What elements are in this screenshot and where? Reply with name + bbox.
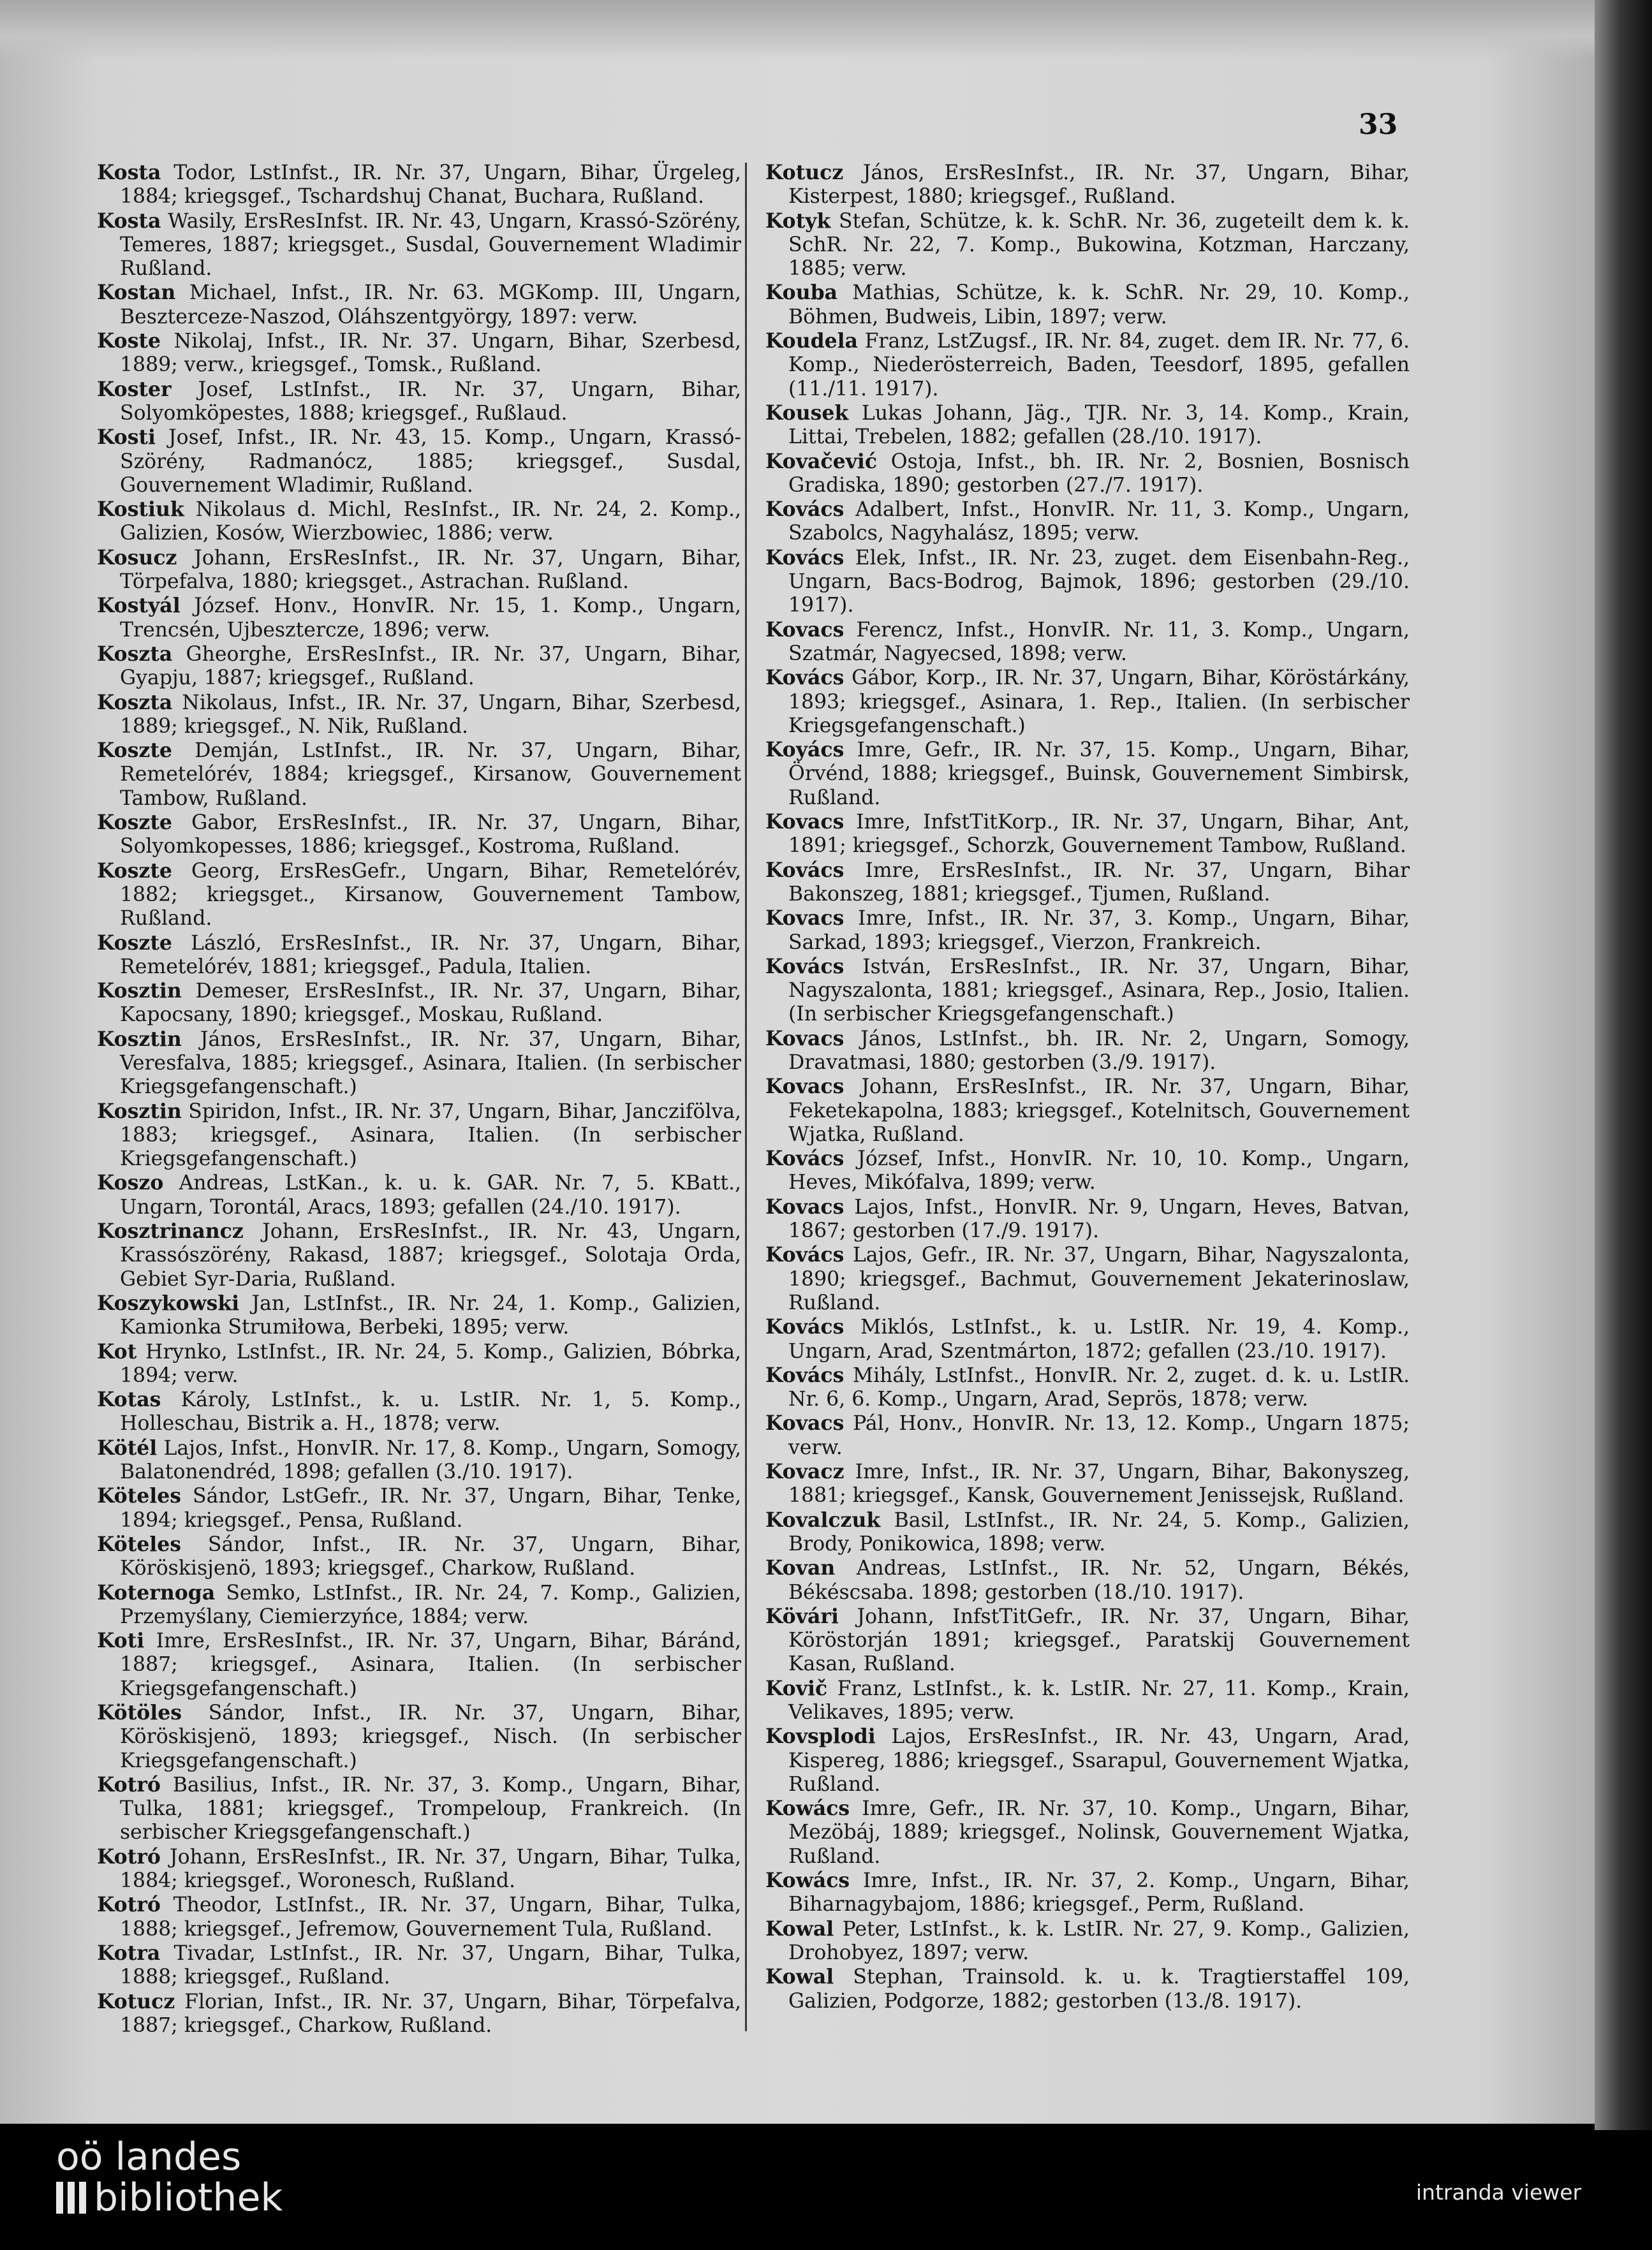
- logo-line-1: oö landes: [56, 2135, 242, 2179]
- entry-details: Johann, ErsResInfst., IR. Nr. 43, Ungarn, Krassószörény, Rakasd, 1887; kriegsgef., Solotaja Orda, Gebiet Syr-Daria, Rußland.: [120, 1220, 742, 1291]
- register-entry: [97, 1990, 741, 2038]
- register-entry: [97, 642, 741, 691]
- entry-details: Michael, Infst., IR. Nr. 63. MGKomp. III, Ungarn, Beszterceze-Naszod, Oláhszentgyörgy, 1897: verw.: [120, 281, 742, 328]
- entry-details: Ferencz, Infst., HonvIR. Nr. 11, 3. Komp., Ungarn, Szatmár, Nagyecsed, 1898; verw.: [788, 618, 1410, 665]
- register-entry: [765, 329, 1410, 401]
- left-column: [97, 161, 741, 2038]
- entry-surname: Kötöles: [97, 1701, 182, 1724]
- register-entry: [97, 691, 741, 739]
- entry-surname: Koszte: [97, 930, 172, 955]
- entry-surname: Kosztin: [97, 979, 182, 1003]
- entry-details: Franz, LstInfst., k. k. LstIR. Nr. 27, 11. Komp., Krain, Velikaves, 1895; verw.: [788, 1677, 1410, 1724]
- entry-details: Johann, ErsResInfst., IR. Nr. 37, Ungarn, Bihar, Törpefalva, 1880; kriegsget., Astrachan. Rußland.: [120, 546, 741, 594]
- entry-surname: Kovsplodi: [765, 1724, 876, 1749]
- register-entry: [97, 425, 741, 497]
- entry-surname: Kovács: [765, 1315, 844, 1339]
- entry-details: Ostoja, Infst., bh. IR. Nr. 2, Bosnien, Bosnisch Gradiska, 1890; gestorben (27./7. 1917).: [788, 450, 1410, 497]
- entry-details: Andreas, LstKan., k. u. k. GAR. Nr. 7, 5. KBatt., Ungarn, Torontál, Aracs, 1893; gefallen (24./10. 1917).: [120, 1172, 741, 1219]
- entry-details: Johann, ErsResInfst., IR. Nr. 37, Ungarn, Bihar, Tulka, 1884; kriegsgef., Woronesch, Rußland.: [120, 1845, 741, 1893]
- entry-details: Johann, InfstTitGefr., IR. Nr. 37, Ungarn, Bihar, Köröstorján 1891; kriegsgef., Paratskij Gouvernement Kasan, Rußland.: [788, 1605, 1410, 1676]
- entry-details: Todor, LstInfst., IR. Nr. 37, Ungarn, Bihar, Ürgeleg, 1884; kriegsgef., Tschardshuj Chanat, Buchara, Rußland.: [120, 161, 742, 209]
- entry-surname: Kosztin: [97, 1027, 182, 1051]
- entry-surname: Kot: [97, 1339, 137, 1364]
- column-divider: [745, 163, 747, 2031]
- entry-surname: Kovács: [765, 545, 844, 570]
- entry-surname: Kovacs: [765, 1195, 844, 1219]
- register-entry: [765, 810, 1410, 858]
- entry-details: Imre, ErsResInfst., IR. Nr. 37, Ungarn, Bihar Bakonszeg, 1881; kriegsgef., Tjumen, Rußland.: [788, 858, 1410, 906]
- entry-surname: Kovacz: [765, 1460, 844, 1484]
- register-entry: [765, 1027, 1410, 1075]
- viewer-label: intranda viewer: [1416, 2180, 1582, 2205]
- entry-surname: Kostan: [97, 281, 176, 305]
- entry-surname: Kovalczuk: [765, 1508, 881, 1532]
- entry-surname: Koszte: [97, 858, 172, 883]
- entry-surname: Koyács: [765, 738, 844, 762]
- entry-details: László, ErsResInfst., IR. Nr. 37, Ungarn, Bihar, Remetelórév, 1881; kriegsgef., Padula, Italien.: [120, 931, 741, 978]
- register-entry: [765, 666, 1410, 738]
- entry-surname: Kotró: [97, 1772, 161, 1797]
- entry-surname: Kouba: [765, 281, 838, 305]
- entry-surname: Köteles: [97, 1484, 182, 1508]
- register-entry: [765, 1075, 1410, 1147]
- entry-surname: Kovács: [765, 954, 844, 978]
- entry-surname: Kowács: [765, 1869, 850, 1893]
- entry-surname: Kovacs: [765, 617, 844, 642]
- logo-line-2: bibliothek: [94, 2175, 283, 2220]
- entry-details: Lajos, Infst., HonvIR. Nr. 9, Ungarn, Heves, Batvan, 1867; gestorben (17./9. 1917).: [788, 1195, 1410, 1243]
- entry-surname: Kotra: [97, 1941, 161, 1965]
- register-entry: [765, 497, 1410, 546]
- entry-surname: Koternoga: [97, 1580, 216, 1605]
- entry-details: Adalbert, Infst., HonvIR. Nr. 11, 3. Komp., Ungarn, Szabolcs, Nagyhalász, 1895; verw.: [788, 498, 1410, 545]
- register-entry: [97, 546, 741, 594]
- register-entry: [97, 329, 741, 378]
- register-entry: [765, 1243, 1410, 1315]
- register-entry: [97, 1629, 741, 1701]
- entry-details: Pál, Honv., HonvIR. Nr. 13, 12. Komp., Ungarn 1875; verw.: [788, 1412, 1410, 1459]
- entry-details: Stephan, Trainsold. k. u. k. Tragtierstaffel 109, Galizien, Podgorze, 1882; gestorben (13./8. 1917).: [788, 1966, 1410, 2013]
- entry-details: Jan, LstInfst., IR. Nr. 24, 1. Komp., Galizien, Kamionka Strumiłowa, Berbeki, 1895; verw.: [120, 1291, 741, 1339]
- entry-details: Gábor, Korp., IR. Nr. 37, Ungarn, Bihar, Köröstárkány, 1893; kriegsgef., Asinara, 1. Rep., Italien. (In serbischer Kriegsgefangenschaft.): [788, 666, 1410, 737]
- entry-surname: Koste: [97, 329, 161, 353]
- library-logo[interactable]: [56, 2136, 283, 2218]
- book-spine-edge: [1595, 0, 1652, 2130]
- entry-surname: Kosztin: [97, 1099, 182, 1123]
- entry-surname: Kosztrinancz: [97, 1219, 244, 1244]
- register-entry: [765, 1605, 1410, 1677]
- register-entry: [765, 161, 1410, 209]
- register-entry: [765, 1965, 1410, 2013]
- register-entry: [97, 497, 741, 546]
- entry-details: Sándor, Infst., IR. Nr. 37, Ungarn, Bihar, Köröskisjenö, 1893; kriegsgef., Charkow, Rußland.: [120, 1533, 741, 1580]
- entry-surname: Kosucz: [97, 545, 177, 570]
- entry-details: Demeser, ErsResInfst., IR. Nr. 37, Ungarn, Bihar, Kapocsany, 1890; kriegsgef., Moskau, Rußland.: [120, 980, 741, 1027]
- entry-surname: Koudela: [765, 329, 859, 353]
- register-entry: [97, 1773, 741, 1845]
- register-entry: [97, 1027, 741, 1099]
- register-entry: [765, 281, 1410, 329]
- entry-details: József, Infst., HonvIR. Nr. 10, 10. Komp., Ungarn, Heves, Mikófalva, 1899; verw.: [788, 1147, 1410, 1195]
- register-entry: [765, 1411, 1410, 1460]
- register-entry: [97, 1171, 741, 1219]
- entry-details: Florian, Infst., IR. Nr. 37, Ungarn, Bihar, Törpefalva, 1887; kriegsgef., Charkow, Rußland.: [120, 1990, 741, 2037]
- entry-surname: Kovács: [765, 1147, 844, 1171]
- entry-surname: Kövári: [765, 1604, 839, 1628]
- register-entry: [765, 209, 1410, 281]
- entry-details: István, ErsResInfst., IR. Nr. 37, Ungarn, Bihar, Nagyszalonta, 1881; kriegsgef., Asinara, Rep., Josio, Italien. (In serbischer Kriegsgefangenschaft.): [788, 955, 1410, 1026]
- entry-details: Basil, LstInfst., IR. Nr. 24, 5. Komp., Galizien, Brody, Ponikowica, 1898; verw.: [788, 1508, 1410, 1555]
- entry-details: Mihály, LstInfst., HonvIR. Nr. 2, zuget. d. k. u. LstIR. Nr. 6, 6. Komp., Ungarn, Arad, Seprös, 1878; verw.: [788, 1364, 1410, 1411]
- entry-details: József. Honv., HonvIR. Nr. 15, 1. Komp., Ungarn, Trencsén, Ujbesztercze, 1896; verw.: [120, 594, 741, 642]
- register-entry: [97, 1845, 741, 1893]
- entry-details: Nikolaj, Infst., IR. Nr. 37. Ungarn, Bihar, Szerbesd, 1889; verw., kriegsgef., Tomsk., Rußland.: [120, 330, 742, 377]
- register-entry: [97, 811, 741, 859]
- entry-details: Demján, LstInfst., IR. Nr. 37, Ungarn, Bihar, Remetelórév, 1884; kriegsgef., Kirsanow, Gouvernement Tambow, Rußland.: [120, 739, 742, 810]
- entry-details: János, ErsResInfst., IR. Nr. 37, Ungarn, Bihar, Kisterpest, 1880; kriegsgef., Rußland.: [788, 161, 1410, 209]
- entry-details: Lukas Johann, Jäg., TJR. Nr. 3, 14. Komp., Krain, Littai, Trebelen, 1882; gefallen (28./10. 1917).: [788, 401, 1410, 449]
- register-entry: [97, 739, 741, 811]
- entry-details: Miklós, LstInfst., k. u. LstIR. Nr. 19, 4. Komp., Ungarn, Arad, Szentmárton, 1872; gefallen (23./10. 1917).: [788, 1316, 1410, 1363]
- register-entry: [97, 931, 741, 980]
- entry-surname: Koszta: [97, 642, 173, 666]
- register-entry: [97, 1436, 741, 1485]
- entry-surname: Kotas: [97, 1388, 161, 1412]
- entry-details: Imre, Infst., IR. Nr. 37, 2. Komp., Ungarn, Bihar, Biharnagybajom, 1886; kriegsgef., Perm, Rußland.: [788, 1869, 1410, 1916]
- entry-details: Hrynko, LstInfst., IR. Nr. 24, 5. Komp., Galizien, Bóbrka, 1894; verw.: [120, 1340, 742, 1387]
- entry-surname: Kowal: [765, 1916, 834, 1941]
- entry-details: Imre, Gefr., IR. Nr. 37, 10. Komp., Ungarn, Bihar, Mezöbáj, 1889; kriegsgef., Nolinsk, Gouvernement Wjatka, Rußland.: [788, 1797, 1410, 1868]
- entry-surname: Kostiuk: [97, 497, 184, 522]
- register-entry: [765, 1677, 1410, 1725]
- entry-surname: Kovacs: [765, 906, 844, 930]
- entry-details: Georg, ErsResGefr., Ungarn, Bihar, Remetelórév, 1882; kriegsget., Kirsanow, Gouvernement Tambow, Rußland.: [120, 859, 741, 930]
- entry-surname: Kosta: [97, 161, 161, 184]
- entry-surname: Kovacs: [765, 1411, 844, 1436]
- register-entry: [765, 858, 1410, 907]
- register-entry: [97, 161, 741, 209]
- entry-details: Sándor, Infst., IR. Nr. 37, Ungarn, Bihar, Köröskisjenö, 1893; kriegsgef., Nisch. (In serbischer Kriegsgefangenschaft.): [120, 1702, 741, 1772]
- entry-surname: Koszte: [97, 739, 172, 763]
- register-entry: [97, 1388, 741, 1436]
- entry-details: Spiridon, Infst., IR. Nr. 37, Ungarn, Bihar, Janczifölva, 1883; kriegsgef., Asinara, Italien. (In serbischer Kriegsgefangenschaft.): [120, 1099, 741, 1171]
- entry-surname: Kovačević: [765, 449, 878, 473]
- entry-details: Imre, InfstTitKorp., IR. Nr. 37, Ungarn, Bihar, Ant, 1891; kriegsgef., Schorzk, Gouvernement Tambow, Rußland.: [788, 811, 1410, 858]
- right-column: [765, 161, 1410, 2013]
- entry-surname: Koti: [97, 1629, 145, 1653]
- register-entry: [765, 1315, 1410, 1364]
- entry-surname: Kovacs: [765, 810, 844, 834]
- register-entry: [97, 1701, 741, 1773]
- register-entry: [97, 209, 741, 281]
- entry-details: Basilius, Infst., IR. Nr. 37, 3. Komp., Ungarn, Bihar, Tulka, 1881; kriegsgef., Trompeloup, Frankreich. (In serbischer Kriegsgefangenschaft.): [120, 1773, 741, 1844]
- entry-surname: Koszykowski: [97, 1291, 240, 1315]
- register-entry: [97, 1941, 741, 1990]
- entry-surname: Kosti: [97, 425, 156, 450]
- register-entry: [765, 1364, 1410, 1412]
- register-entry: [97, 1581, 741, 1629]
- entry-details: Andreas, LstInfst., IR. Nr. 52, Ungarn, Békés, Békéscsaba. 1898; gestorben (18./10. 1917).: [788, 1557, 1410, 1604]
- register-entry: [765, 906, 1410, 955]
- register-entry: [97, 1219, 741, 1291]
- entry-details: Nikolaus, Infst., IR. Nr. 37, Ungarn, Bihar, Szerbesd, 1889; kriegsgef., N. Nik, Rußland.: [120, 691, 741, 738]
- entry-surname: Kovács: [765, 858, 844, 882]
- entry-surname: Köteles: [97, 1532, 182, 1556]
- entry-details: Theodor, LstInfst., IR. Nr. 37, Ungarn, Bihar, Tulka, 1888; kriegsgef., Jefremow, Gouvernement Tula, Rußland.: [120, 1893, 742, 1941]
- register-entry: [97, 378, 741, 426]
- entry-details: Lajos, Infst., HonvIR. Nr. 17, 8. Komp., Ungarn, Somogy, Balatonendréd, 1898; gefallen (3./10. 1917).: [120, 1436, 742, 1484]
- entry-details: Josef, LstInfst., IR. Nr. 37, Ungarn, Bihar, Solyomköpestes, 1888; kriegsgef., Rußlaud.: [120, 378, 741, 425]
- register-entry: [765, 1556, 1410, 1605]
- logo-bars-icon: [56, 2182, 86, 2214]
- entry-surname: Kostyál: [97, 594, 181, 618]
- entry-surname: Kosta: [97, 209, 161, 233]
- entry-surname: Kotucz: [765, 161, 844, 184]
- register-entry: [765, 618, 1410, 666]
- entry-details: Semko, LstInfst., IR. Nr. 24, 7. Komp., Galizien, Przemyślany, Ciemierzyńce, 1884; verw.: [120, 1581, 741, 1628]
- register-entry: [765, 450, 1410, 498]
- entry-details: Gabor, ErsResInfst., IR. Nr. 37, Ungarn, Bihar, Solyomkopesses, 1886; kriegsgef., Kostroma, Rußland.: [120, 811, 741, 858]
- entry-surname: Kovacs: [765, 1026, 844, 1050]
- register-entry: [97, 1893, 741, 1941]
- register-entry: [97, 1099, 741, 1172]
- entry-details: Károly, LstInfst., k. u. LstIR. Nr. 1, 5. Komp., Holleschau, Bistrik a. H., 1878; verw.: [120, 1388, 741, 1436]
- entry-details: Mathias, Schütze, k. k. SchR. Nr. 29, 10. Komp., Böhmen, Budweis, Libin, 1897; verw.: [788, 281, 1410, 328]
- entry-details: Stefan, Schütze, k. k. SchR. Nr. 36, zugeteilt dem k. k. SchR. Nr. 22, 7. Komp., Bukowina, Kotzman, Harczany, 1885; verw.: [788, 209, 1410, 281]
- entry-details: Franz, LstZugsf., IR. Nr. 84, zuget. dem IR. Nr. 77, 6. Komp., Niederösterreich, Baden, Teesdorf, 1895, gefallen (11./11. 1917).: [788, 330, 1410, 401]
- entry-surname: Kötél: [97, 1436, 158, 1460]
- entry-details: Sándor, LstGefr., IR. Nr. 37, Ungarn, Bihar, Tenke, 1894; kriegsgef., Pensa, Rußland.: [120, 1485, 741, 1532]
- entry-surname: Koster: [97, 377, 172, 401]
- entry-details: Peter, LstInfst., k. k. LstIR. Nr. 27, 9. Komp., Galizien, Drohobyez, 1897; verw.: [788, 1917, 1410, 1964]
- entry-details: Lajos, Gefr., IR. Nr. 37, Ungarn, Bihar, Nagyszalonta, 1890; kriegsgef., Bachmut, Gouvernement Jekaterinoslaw, Rußland.: [788, 1244, 1410, 1314]
- register-entry: [765, 1460, 1410, 1508]
- register-entry: [765, 1147, 1410, 1195]
- entry-surname: Kotyk: [765, 209, 831, 233]
- entry-surname: Kotró: [97, 1893, 161, 1917]
- entry-surname: Kovacs: [765, 1075, 844, 1099]
- entry-surname: Kovan: [765, 1556, 836, 1580]
- register-entry: [97, 1533, 741, 1581]
- entry-details: Josef, Infst., IR. Nr. 43, 15. Komp., Ungarn, Krassó-Szörény, Radmanócz, 1885; kriegsgef., Susdal, Gouvernement Wladimir, Rußland.: [120, 426, 741, 497]
- entry-surname: Kowács: [765, 1797, 850, 1821]
- entry-details: Gheorghe, ErsResInfst., IR. Nr. 37, Ungarn, Bihar, Gyapju, 1887; kriegsgef., Rußland.: [120, 642, 741, 690]
- entry-surname: Kovács: [765, 666, 844, 690]
- register-entry: [765, 955, 1410, 1027]
- entry-details: Imre, ErsResInfst., IR. Nr. 37, Ungarn, Bihar, Báránd, 1887; kriegsgef., Asinara, Italien. (In serbischer Kriegsgefangenschaft.): [120, 1629, 741, 1700]
- register-entry: [97, 281, 741, 329]
- register-entry: [97, 979, 741, 1027]
- entry-surname: Kotró: [97, 1844, 161, 1869]
- register-entry: [765, 546, 1410, 618]
- entry-details: Imre, Gefr., IR. Nr. 37, 15. Komp., Ungarn, Bihar, Örvénd, 1888; kriegsgef., Buinsk, Gouvernement Simbirsk, Rußland.: [788, 739, 1410, 809]
- entry-surname: Koszta: [97, 690, 173, 714]
- register-entry: [97, 1340, 741, 1388]
- entry-details: János, ErsResInfst., IR. Nr. 37, Ungarn, Bihar, Veresfalva, 1885; kriegsgef., Asinara, Italien. (In serbischer Kriegsgefangenschaft.): [120, 1027, 742, 1099]
- register-entry: [765, 1508, 1410, 1557]
- entry-details: Elek, Infst., IR. Nr. 23, zuget. dem Eisenbahn-Reg., Ungarn, Bacs-Bodrog, Bajmok, 1896; gestorben (29./10. 1917).: [788, 546, 1410, 617]
- entry-surname: Koszte: [97, 811, 172, 835]
- register-entry: [765, 1195, 1410, 1244]
- register-entry: [765, 1869, 1410, 1917]
- entry-details: Lajos, ErsResInfst., IR. Nr. 43, Ungarn, Arad, Kispereg, 1886; kriegsgef., Ssarapul, Gouvernement Wjatka, Rußland.: [788, 1725, 1410, 1796]
- register-entry: [765, 401, 1410, 450]
- entry-surname: Kovács: [765, 1243, 844, 1267]
- entry-surname: Kovács: [765, 1363, 844, 1387]
- entry-details: Imre, Infst., IR. Nr. 37, Ungarn, Bihar, Bakonyszeg, 1881; kriegsgef., Kansk, Gouvernement Jenissejsk, Rußland.: [788, 1460, 1410, 1508]
- register-entry: [765, 738, 1410, 810]
- entry-details: Nikolaus d. Michl, ResInfst., IR. Nr. 24, 2. Komp., Galizien, Kosów, Wierzbowiec, 1886; verw.: [120, 498, 741, 545]
- register-entry: [765, 1724, 1410, 1797]
- entry-details: Imre, Infst., IR. Nr. 37, 3. Komp., Ungarn, Bihar, Sarkad, 1893; kriegsgef., Vierzon, Frankreich.: [788, 907, 1410, 954]
- page-number: 33: [1359, 108, 1398, 141]
- entry-details: János, LstInfst., bh. IR. Nr. 2, Ungarn, Somogy, Dravatmasi, 1880; gestorben (3./9. 1917).: [788, 1027, 1410, 1074]
- entry-surname: Kovič: [765, 1676, 828, 1700]
- entry-details: Johann, ErsResInfst., IR. Nr. 37, Ungarn, Bihar, Feketekapolna, 1883; kriegsgef., Kotelnitsch, Gouvernement Wjatka, Rußland.: [788, 1075, 1410, 1146]
- entry-details: Wasily, ErsResInfst. IR. Nr. 43, Ungarn, Krassó-Szörény, Temeres, 1887; kriegsget., Susdal, Gouvernement Wladimir Rußland.: [120, 209, 742, 281]
- register-entry: [765, 1797, 1410, 1869]
- register-entry: [97, 859, 741, 931]
- entry-surname: Kowal: [765, 1965, 834, 1989]
- entry-surname: Koszo: [97, 1171, 164, 1195]
- entry-surname: Kousek: [765, 401, 849, 425]
- register-entry: [97, 594, 741, 642]
- entry-details: Tivadar, LstInfst., IR. Nr. 37, Ungarn, Bihar, Tulka, 1888; kriegsgef., Rußland.: [120, 1941, 741, 1989]
- register-entry: [765, 1917, 1410, 1966]
- entry-surname: Kotucz: [97, 1989, 175, 2013]
- register-entry: [97, 1291, 741, 1340]
- register-entry: [97, 1484, 741, 1533]
- entry-surname: Kovács: [765, 497, 844, 522]
